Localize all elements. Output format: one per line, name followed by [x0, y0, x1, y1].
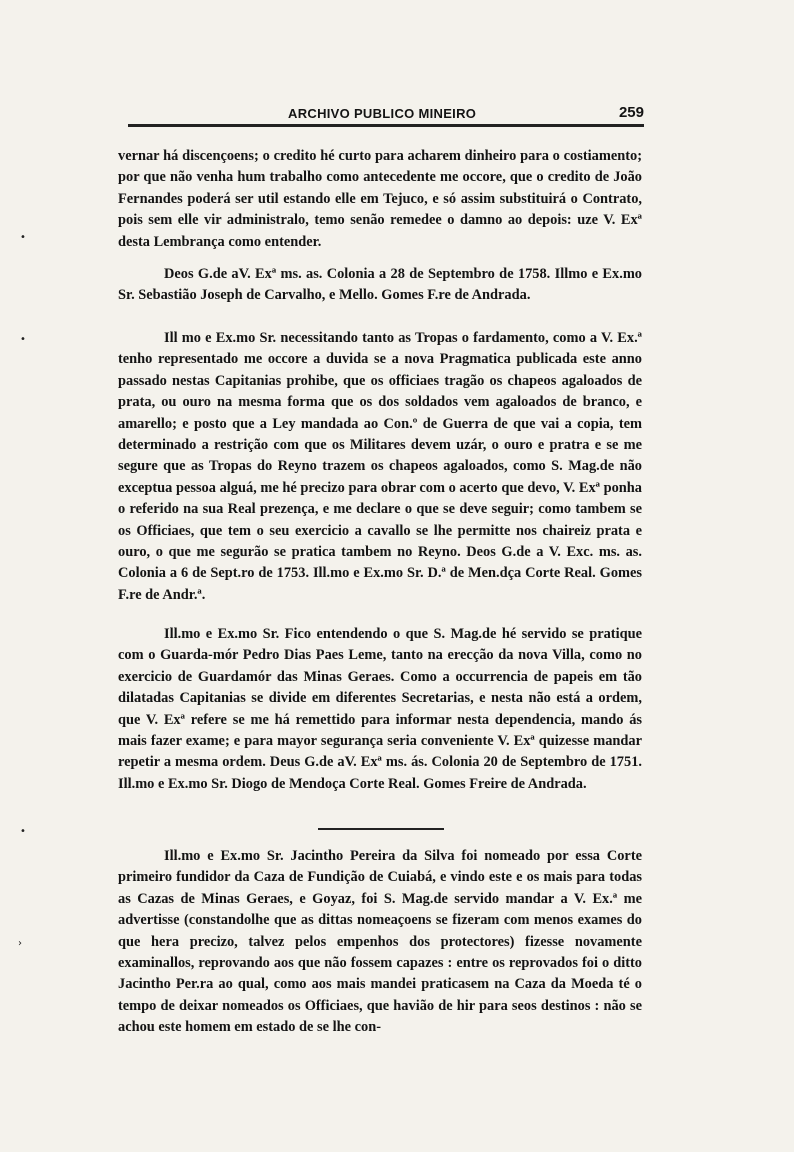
section-divider [318, 828, 444, 830]
paragraph: vernar há discençoens; o credito hé curto para acharem dinheiro para o costiamento; por que não venha hum trabalho como antecedente me occore, que o credito de João Fernandes poderá ser util estando elle em Tejuco, e só assim substituirá o Contrato, pois sem elle vir administralo, temo senão remedee o damno ao depois: uze V. Exª desta Lembrança como entender. [118, 148, 642, 250]
running-header [128, 100, 644, 122]
paragraph: Ill.mo e Ex.mo Sr. Jacintho Pereira da Silva foi nomeado por essa Corte primeiro fundidor da Caza de Fundição de Cuiabá, e vindo este e os mais para todas as Cazas de Minas Geraes, e Goyaz, foi S. Mag.de servido mandar a V. Ex.ª me advertisse (constandolhe que as dittas nomeaçoens se fizeram com menos exames do que hera precizo, talvez pelos empenhos dos protectores) fizesse novamente examinallos, reprovando aos que não fossem capazes : entre os reprovados foi o ditto Jacintho Per.ra ao qual, como aos mais mandei praticasem na Caza da Moeda té o tempo de deixar nomeados os Officiaes, que havião de hir para seos destinos : não se achou este homem em estado de se lhe con- [118, 848, 642, 1036]
margin-dot-mark: • [20, 232, 26, 243]
letter-closing [118, 264, 642, 307]
margin-dot-mark: • [20, 334, 26, 345]
letter-continuation [118, 146, 642, 253]
running-title: ARCHIVO PUBLICO MINEIRO [288, 106, 477, 121]
paragraph: Ill mo e Ex.mo Sr. necessitando tanto as Tropas o fardamento, como a V. Ex.ª tenho representado me occore a duvida se a nova Pragmatica publicada este anno passado nestas Capitanias prohibe, que os officiaes tragão os chapeos agaloados de prata, ou ouro na mesma forma que os dos soldados vem agaloados de branco, e amarello; e posto que a Ley mandada ao Con.º de Guerra de que vai a copia, tem determinado a restrição com que os Militares devem uzár, o ouro e pratra e se me segure que as Tropas do Reyno trazem os chapeos agaloados, como S. Mag.de não exceptua pessoa alguá, me hé precizo para obrar com o acerto que devo, V. Exª ponha o referido na sua Real prezença, e me declare o que se deve seguir; como tambem se os Officiaes, que tem o seu exercicio a cavallo se lhe permitte nos chaireiz prata e ouro, o que me segurão se pratica tambem no Reyno. Deos G.de a V. Exc. ms. as. Colonia a 6 de Sept.ro de 1753. Ill.mo e Ex.mo Sr. D.ª de Men.dça Corte Real. Gomes F.re de Andr.ª. [118, 330, 642, 603]
margin-dot-mark: • [20, 826, 26, 837]
margin-arrow-mark: › [18, 938, 22, 949]
letter-guarda-mor [118, 624, 642, 795]
header-rule [128, 124, 644, 127]
letter-uniforms [118, 328, 642, 606]
letter-fundidor [118, 846, 642, 1039]
paragraph: Deos G.de aV. Exª ms. as. Colonia a 28 de Septembro de 1758. Illmo e Ex.mo Sr. Sebastião Joseph de Carvalho, e Mello. Gomes F.re de Andrada. [118, 266, 642, 304]
page-number: 259 [618, 104, 644, 121]
paragraph: Ill.mo e Ex.mo Sr. Fico entendendo o que S. Mag.de hé servido se pratique com o Guarda-mór Pedro Dias Paes Leme, tanto na erecção da nova Villa, como no exercicio de Guardamór das Minas Geraes. Como a occurrencia de papeis em tão dilatadas Capitanias se divide em diferentes Secretarias, e nesta não está a ordem, que V. Exª refere se me há remettido para informar nesta dependencia, mando ás mais fazer exame; e para mayor segurança seria conveniente V. Exª quizesse mandar repetir a mesma ordem. Deus G.de aV. Exª ms. ás. Colonia 20 de Septembro de 1751. Ill.mo e Ex.mo Sr. Diogo de Mendoça Corte Real. Gomes Freire de Andrada. [118, 626, 642, 792]
